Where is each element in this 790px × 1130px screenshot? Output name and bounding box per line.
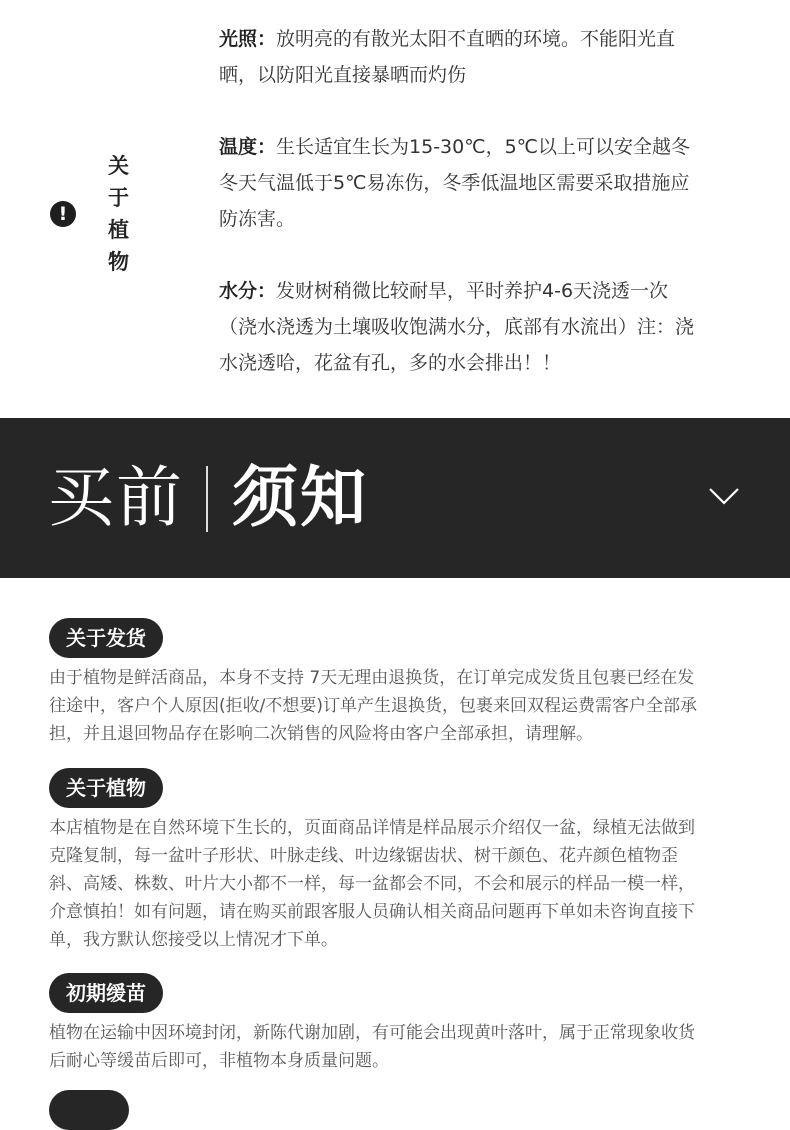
chevron-down-icon[interactable] bbox=[708, 486, 740, 506]
tag-plants: 关于植物 bbox=[49, 768, 163, 808]
note-shipping-text: 由于植物是鲜活商品，本身不支持 7天无理由退换货，在订单完成发货且包裹已经在发往途中，客户个人原因(拒收/不想要)订单产生退换货，包裹来回双程运费需客户全部承担，并且退回物品存在影响二次销售的风险将由客户全部承担，请理解。 bbox=[49, 668, 697, 744]
care-side-heading bbox=[50, 150, 188, 278]
exclamation-circle-icon: ! bbox=[50, 201, 76, 227]
care-light bbox=[219, 21, 699, 93]
banner-title-right: 须知 bbox=[232, 459, 368, 536]
pre-purchase-banner bbox=[0, 418, 790, 578]
care-water-text: 发财树稍微比较耐旱，平时养护4-6天浇透一次（浇水浇透为土壤吸收饱满水分，底部有水流出）注：浇水浇透哈，花盆有孔，多的水会排出！！ bbox=[219, 280, 695, 374]
care-side-label: 关 于 植 物 bbox=[108, 154, 141, 274]
care-temperature-text: 生长适宜生长为15-30℃，5℃以上可以安全越冬冬天气温低于5℃易冻伤，冬季低温地区需要采取措施应防冻害。 bbox=[219, 136, 690, 230]
care-water-key: 水分： bbox=[219, 280, 277, 302]
banner-title-left: 买前 bbox=[48, 459, 184, 536]
plant-care-section bbox=[0, 0, 790, 418]
banner-divider bbox=[206, 466, 208, 532]
care-temperature-key: 温度： bbox=[219, 136, 277, 158]
notes-section bbox=[0, 578, 790, 1094]
care-water bbox=[219, 273, 699, 381]
care-light-text: 放明亮的有散光太阳不直晒的环境。不能阳光直晒，以防阳光直接暴晒而灼伤 bbox=[219, 28, 676, 86]
care-light-key: 光照： bbox=[219, 28, 277, 50]
tag-next-partial bbox=[49, 1090, 129, 1130]
note-plants-text: 本店植物是在自然环境下生长的，页面商品详情是样品展示介绍仅一盆，绿植无法做到克隆复制，每一盆叶子形状、叶脉走线、叶边缘锯齿状、树干颜色、花卉颜色植物歪斜、高矮、株数、叶片大小都不一样，每一盆都会不同，不会和展示的样品一模一样，介意慎拍！如有问题，请在购买前跟客服人员确认相关商品问题再下单如未咨询直接下单，我方默认您接受以上情况才下单。 bbox=[49, 818, 695, 950]
note-acclimation-text: 植物在运输中因环境封闭，新陈代谢加剧，有可能会出现黄叶落叶，属于正常现象收货后耐心等缓苗后即可，非植物本身质量问题。 bbox=[49, 1023, 695, 1071]
tag-acclimation: 初期缓苗 bbox=[49, 973, 163, 1013]
tag-shipping: 关于发货 bbox=[49, 618, 163, 658]
care-temperature bbox=[219, 129, 699, 237]
